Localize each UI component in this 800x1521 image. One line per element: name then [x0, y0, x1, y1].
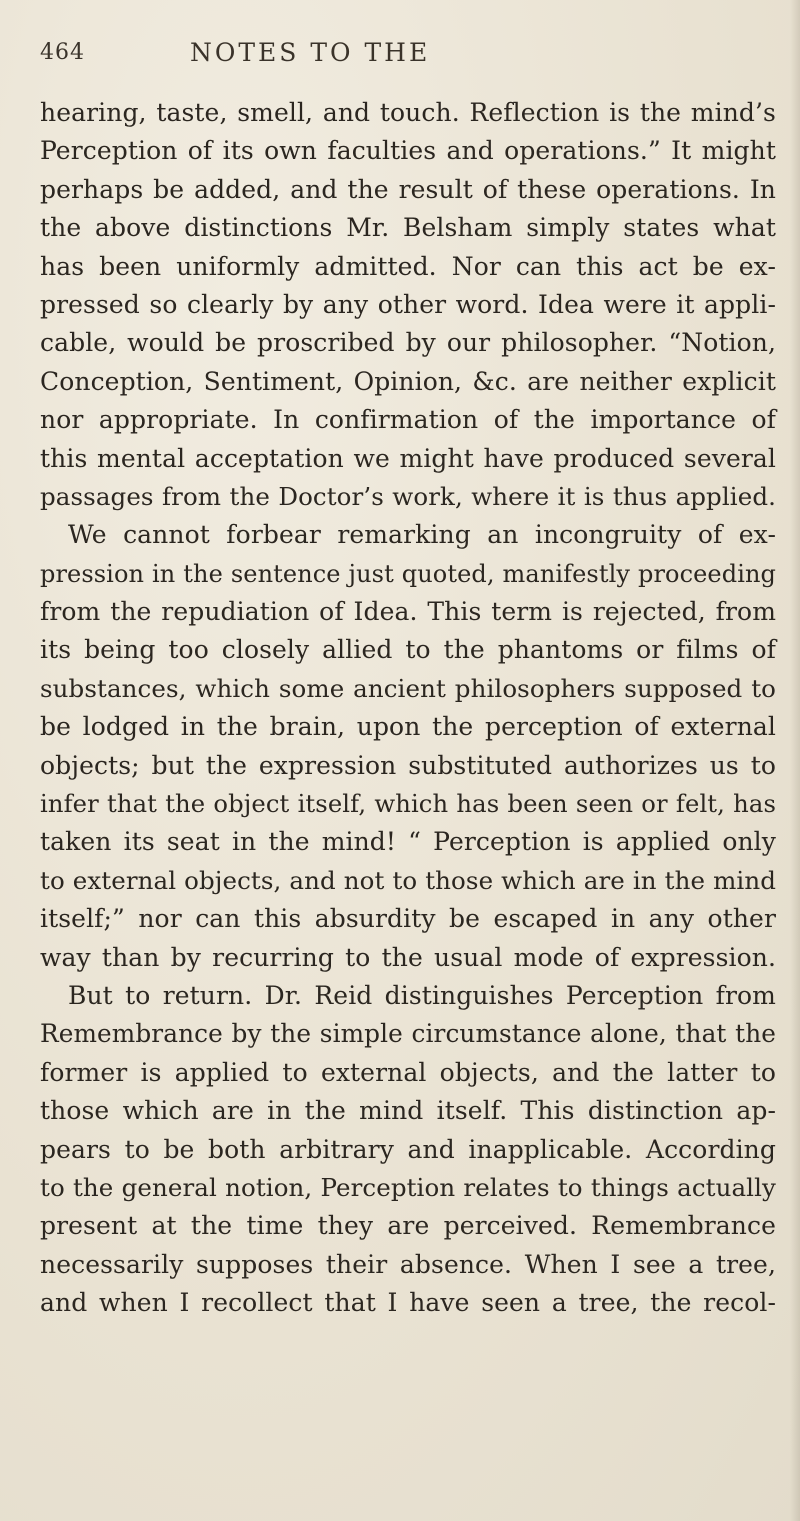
text-line: pression in the sentence just quoted, manifestly proceeding [40, 559, 776, 588]
text-line: pears to be both arbitrary and inapplicable. According [40, 1134, 776, 1164]
text-line: But to return. Dr. Reid distinguishes Perception from [68, 980, 776, 1010]
page-edge-shadow [790, 0, 800, 1521]
text-line: to external objects, and not to those which are in the mind [40, 865, 776, 895]
text-line: be lodged in the brain, upon the perception of external [40, 712, 776, 742]
text-line: nor appropriate. In confirmation of the importance of [40, 405, 776, 435]
text-line: perhaps be added, and the result of these operations. In [40, 174, 776, 204]
text-line: to the general notion, Perception relates to things actually [40, 1172, 776, 1202]
text-line: Perception of its own faculties and operations.” It might [40, 136, 776, 166]
text-line: We cannot forbear remarking an incongruity of ex- [68, 520, 776, 550]
text-line: Remembrance by the simple circumstance alone, that the [40, 1019, 776, 1049]
text-line: Conception, Sentiment, Opinion, &c. are neither explicit [40, 366, 776, 396]
text-line: infer that the object itself, which has been seen or felt, has [40, 789, 776, 819]
text-line: hearing, taste, smell, and touch. Reflection is the mind’s [40, 98, 776, 127]
running-head: NOTES TO THE [190, 38, 431, 67]
text-line: present at the time they are perceived. Remembrance [40, 1211, 776, 1241]
page-number: 464 [40, 40, 85, 65]
text-line: necessarily supposes their absence. When I see a tree, [40, 1249, 776, 1279]
text-line: cable, would be proscribed by our philosopher. “Notion, [40, 328, 776, 358]
body-text [40, 94, 776, 1323]
page-header [40, 38, 760, 78]
text-line: pressed so clearly by any other word. Idea were it appli- [40, 289, 776, 319]
text-line: its being too closely allied to the phantoms or films of [40, 635, 776, 665]
text-line: way than by recurring to the usual mode of expression. [40, 942, 776, 972]
text-line: objects; but the expression substituted authorizes us to [40, 750, 776, 780]
text-line: this mental acceptation we might have produced several [40, 443, 776, 473]
text-line: has been uniformly admitted. Nor can this act be ex- [40, 251, 776, 281]
text-line: those which are in the mind itself. This distinction ap- [40, 1096, 776, 1126]
text-line: and when I recollect that I have seen a tree, the recol- [40, 1288, 776, 1318]
text-line: substances, which some ancient philosophers supposed to [40, 673, 776, 703]
text-line: from the repudiation of Idea. This term is rejected, from [40, 597, 776, 627]
text-line: the above distinctions Mr. Belsham simply states what [40, 213, 776, 243]
text-line: former is applied to external objects, and the latter to [40, 1057, 776, 1087]
text-line: taken its seat in the mind! “ Perception is applied only [40, 827, 776, 857]
text-line: itself;” nor can this absurdity be escaped in any other [40, 904, 776, 934]
text-line: passages from the Doctor’s work, where it is thus applied. [40, 481, 776, 511]
